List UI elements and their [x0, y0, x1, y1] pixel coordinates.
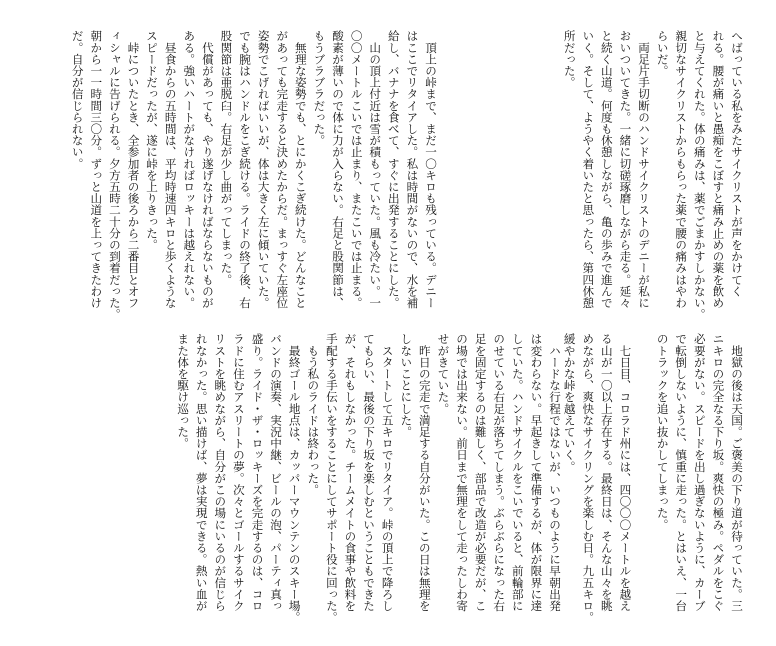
text-column: 頂上の峠まで、まだ一〇キロも残っている。デニー — [424, 30, 438, 309]
text-column: ハードな行程ではないが、いつものように早朝出発 — [548, 333, 562, 612]
text-column: だ。自分が信じられない。 — [70, 30, 85, 170]
text-column: もう私のライドは終わった。 — [306, 333, 321, 496]
text-column: 親切なサイクリストからもらった薬で腰の痛みはやわ — [674, 30, 689, 309]
text-column: めながら、爽快なサイクリングを楽しむ日。九五キロ。 — [581, 333, 596, 623]
text-column: と続く山道。何度も休憩しながら、亀の歩みで進んで — [599, 30, 614, 309]
text-column: と与えてくれた。体の痛みは、薬でごまかすしかない。 — [692, 30, 707, 320]
text-column: ニキロの完全なる下り坂。爽快の極み。ペダルをこぐ — [711, 333, 726, 612]
text-column: おいついてきた。一緒に切磋琢磨しながら走る。延々 — [618, 30, 633, 309]
text-column: 七日目、コロラド州には、四〇〇〇メートルを越え — [618, 333, 633, 612]
text-column: らいだ。 — [655, 30, 670, 77]
text-column: 緩やかな峠を越えていく。 — [562, 333, 577, 473]
text-column: スピードだったが、遂に峠を上りきった。 — [145, 30, 160, 251]
paragraph-gap — [634, 333, 653, 595]
article-block-bottom-left — [32, 333, 564, 623]
text-column: ある。強いハートがなければロッキーは越えれない。 — [182, 30, 197, 309]
text-column: てもらい、最後の下り坂を楽しむということもできた — [362, 333, 377, 612]
text-column: リストを眺めながら、自分がこの場にいるのが信じら — [213, 333, 228, 612]
text-column: バンドの演奏、実況中継、ビールの泡、パーティ真っ — [269, 333, 284, 612]
text-column: せがきていた。 — [436, 333, 451, 415]
text-column: スタートして五キロでリタイア。峠の頂上で降ろし — [380, 333, 395, 612]
text-column: で転倒しないように、慎重に走った。とはいえ、一台 — [674, 333, 689, 612]
text-column: れる。腰が痛いと愚痴をこぼすと痛み止めの薬を飲め — [711, 30, 726, 309]
text-column: 無理な姿勢でも、とにかくこぎ続けた。どんなこと — [293, 30, 308, 309]
text-column: 昼食からの五時間は、平均時速四キロと歩くような — [163, 30, 178, 309]
text-column: ィシャルに告げられる。夕方五時二十分の到着だった。 — [107, 30, 122, 320]
text-column: へばっている私をみたサイクリストが声をかけてく — [730, 30, 744, 297]
text-column: の場では出来ない。前日まで無理をして走ったしわ寄 — [455, 333, 470, 612]
article-block-top-right — [446, 30, 746, 320]
text-column: 朝から一一時間三〇分。ずっと山道を上ってきたわけ — [89, 30, 104, 309]
text-column: しないことにした。 — [399, 333, 414, 438]
text-column: していた。ハンドサイクルをこいでいると、前輪部に — [510, 333, 525, 612]
text-column: 最終ゴール地点は、カッパーマウンテンのスキー場。 — [287, 333, 302, 623]
text-column: 山の頂上付近は雪が積もっていた。風も冷たい。一 — [368, 30, 383, 309]
text-column: 必要がない。スピードを出し過ぎないように、カーブ — [692, 333, 707, 612]
text-column: があっても完走すると決めたからだ。まっすぐ左座位 — [275, 30, 290, 309]
article-block-top-left — [32, 30, 440, 320]
article-block-bottom-right — [562, 333, 746, 623]
text-column: 股関節は亜脱臼。右足が少し曲がってしまった。 — [219, 30, 234, 286]
text-column: 〇〇メートルこいでは止まり、またこいでは止まる。 — [349, 30, 364, 309]
text-column: のトラックを追い抜かしてしまった。 — [655, 333, 670, 531]
text-column: は変わらない。早起きして準備するが、体が限界に達 — [529, 333, 544, 612]
text-column: 盛り。ライド・ザ・ロッキーズを完走するのは、コロ — [250, 333, 265, 612]
text-column: 昨日の完走で満足する自分がいた。この日は無理を — [417, 333, 432, 612]
text-column: 地獄の後は天国。ご褒美の下り道が待っていた。三 — [730, 333, 744, 612]
text-column: はここでリタイアした。私は時間がないので、水を補 — [405, 30, 420, 309]
text-column: 峠についたとき、全参加者の後ろから二番目とオフ — [126, 30, 141, 309]
text-column: 給し、バナナを食べて、すぐに出発することにした。 — [386, 30, 401, 309]
text-column: 足を固定するのは難しく、部品で改造が必要だが、こ — [473, 333, 488, 612]
text-column: る山が一〇以上存在する。最終日は、そんな山々を眺 — [599, 333, 614, 612]
text-column: いく。そして、ようやく着いたと思ったら、第四休憩 — [581, 30, 596, 309]
text-column: ラドに住むアスリートの夢。次々とゴールするサイク — [231, 333, 246, 612]
text-column: 手配する手伝いをすることにしてサポート役に回った。 — [324, 333, 339, 623]
text-column: のせている右足が落ちてしまう。ぶらぶらになった右 — [492, 333, 507, 612]
text-column: 代償があっても、やり遂げなければならないものが — [200, 30, 215, 309]
text-column: 両足片手切断のハンドサイクリストのデニーが私に — [637, 30, 652, 309]
text-column: 酸素が薄いので体に力が入らない。右足と股関節は、 — [331, 30, 346, 309]
text-column: 所だった。 — [562, 30, 577, 88]
text-column: もうブラブラだった。 — [312, 30, 327, 146]
text-column: れなかった。思い描けば、夢は実現できる。熱い血が — [194, 333, 209, 612]
text-column: でも腕はハンドルをこぎ続ける。ライドの終了後、右 — [238, 30, 253, 309]
text-column: また体を駆け巡った。 — [176, 333, 191, 449]
text-column: が、それもしなかった。チームメイトの食事や飲料を — [343, 333, 358, 612]
text-column: 姿勢でこげればいいが、体は大きく左に傾いていた。 — [256, 30, 271, 309]
